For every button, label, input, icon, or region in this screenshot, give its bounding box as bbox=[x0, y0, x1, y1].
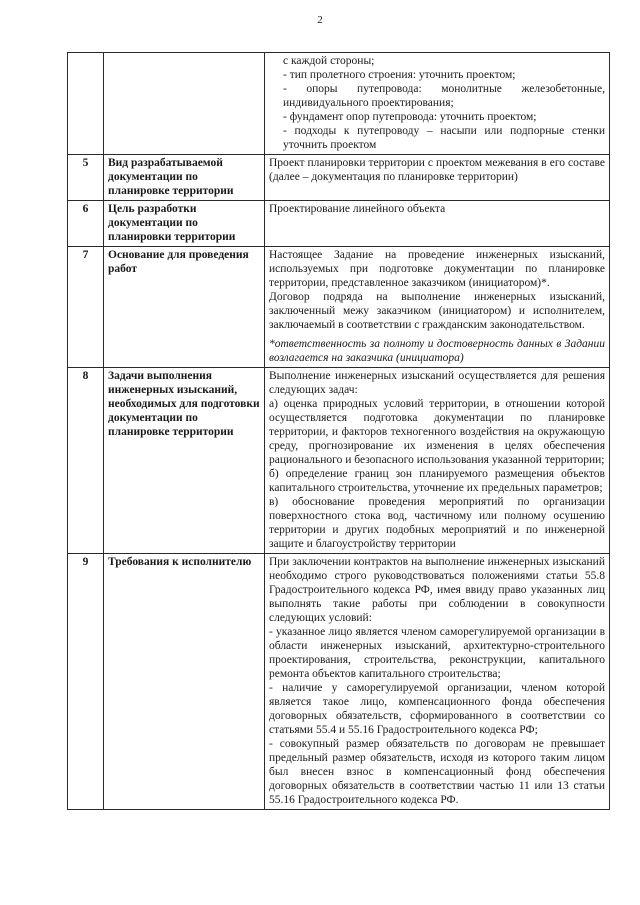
requirements-intro: При заключении контрактов на выполнение инженерных изысканий необходимо строго руководствоваться положениями статьи 55.8 Градостроительного кодекса РФ, имея ввиду право указанных лиц выполнять такие работы при соблюдении в совокупности следующих условий: bbox=[269, 556, 605, 624]
table-row-9 bbox=[68, 554, 610, 810]
row-number: 7 bbox=[68, 247, 104, 368]
table-row-continuation bbox=[68, 53, 610, 155]
table-row-5 bbox=[68, 155, 610, 201]
row-number: 5 bbox=[68, 155, 104, 201]
task-item-a: а) оценка природных условий территории, в отношении которой осуществляется подготовка документации по планировке территории, и факторов техногенного воздействия на окружающую среду, прогнозирование их изменения в целях обеспечения рационального и безопасного использования указанной территории; bbox=[269, 398, 605, 466]
table-row-6 bbox=[68, 201, 610, 247]
basis-paragraph-contract: Договор подряда на выполнение инженерных изысканий, заключенный межу заказчиком (инициатором) и исполнителем, заключаемый в соответствии с гражданским законодательством. bbox=[269, 291, 605, 331]
task-table bbox=[67, 52, 610, 810]
row-description-cell bbox=[265, 53, 610, 155]
row-name: Вид разрабатываемой документации по планировке территории bbox=[104, 155, 265, 201]
row-description: Проектирование линейного объекта bbox=[265, 201, 610, 247]
task-item-c: в) обоснование проведения мероприятий по организации поверхностного стока вод, частичному или полному осушению территории и других подобных мероприятий и по инженерной защите и благоустройству территории bbox=[269, 496, 605, 550]
tasks-intro: Выполнение инженерных изысканий осуществляется для решения следующих задач: bbox=[269, 370, 605, 396]
basis-paragraph-task: Настоящее Задание на проведение инженерных изысканий, используемых при подготовке документации по планировке территории, представленное заказчиком (инициатором)*. bbox=[269, 249, 605, 289]
row-description bbox=[265, 554, 610, 810]
row-number: 9 bbox=[68, 554, 104, 810]
row-description: Проект планировки территории с проектом межевания в его составе (далее – документация по планировке территории) bbox=[265, 155, 610, 201]
continuation-line: - тип пролетного строения: уточнить проектом; bbox=[283, 69, 516, 81]
row-number: 8 bbox=[68, 368, 104, 554]
row-name: Основание для проведения работ bbox=[104, 247, 265, 368]
row-description bbox=[265, 368, 610, 554]
continuation-line: - опоры путепровода: монолитные железобетонные, индивидуального проектирования; bbox=[283, 83, 605, 109]
task-item-b: б) определение границ зон планируемого размещения объектов капитального строительства, уточнение их предельных параметров; bbox=[269, 468, 605, 494]
row-name: Задачи выполнения инженерных изысканий, необходимых для подготовки документации по планировке территории bbox=[104, 368, 265, 554]
continuation-line: - фундамент опор путепровода: уточнить проектом; bbox=[283, 111, 537, 123]
requirement-item: - указанное лицо является членом саморегулируемой организации в области инженерных изысканий, архитектурно-строительного проектирования, строительства, реконструкции, капитального ремонта объектов капитального строительства; bbox=[269, 626, 605, 680]
row-description bbox=[265, 247, 610, 368]
row-number: 6 bbox=[68, 201, 104, 247]
continuation-line: - подходы к путепроводу – насыпи или подпорные стенки уточнить проектом bbox=[283, 125, 605, 151]
row-name: Цель разработки документации по планировки территории bbox=[104, 201, 265, 247]
page-number: 2 bbox=[317, 14, 323, 26]
requirement-item: - совокупный размер обязательств по договорам не превышает предельный размер обязательств, исходя из которого таким лицом был внесен взнос в компенсационный фонд обеспечения договорных обязательств в соответствии частью 11 или 13 статьи 55.16 Градостроительного кодекса РФ. bbox=[269, 738, 605, 806]
responsibility-note: *ответственность за полноту и достоверность данных в Задании возлагается на заказчика (инициатора) bbox=[269, 338, 605, 364]
row-name: Требования к исполнителю bbox=[104, 554, 265, 810]
row-name-cell bbox=[104, 53, 265, 155]
table-row-7 bbox=[68, 247, 610, 368]
continuation-line: с каждой стороны; bbox=[283, 55, 375, 67]
row-number-cell bbox=[68, 53, 104, 155]
requirement-item: - наличие у саморегулируемой организации, членом которой является такое лицо, компенсационного фонда обеспечения договорных обязательств, сформированного в соответствии со статьями 55.4 и 55.16 Градостроительного кодекса РФ; bbox=[269, 682, 605, 736]
table-row-8 bbox=[68, 368, 610, 554]
